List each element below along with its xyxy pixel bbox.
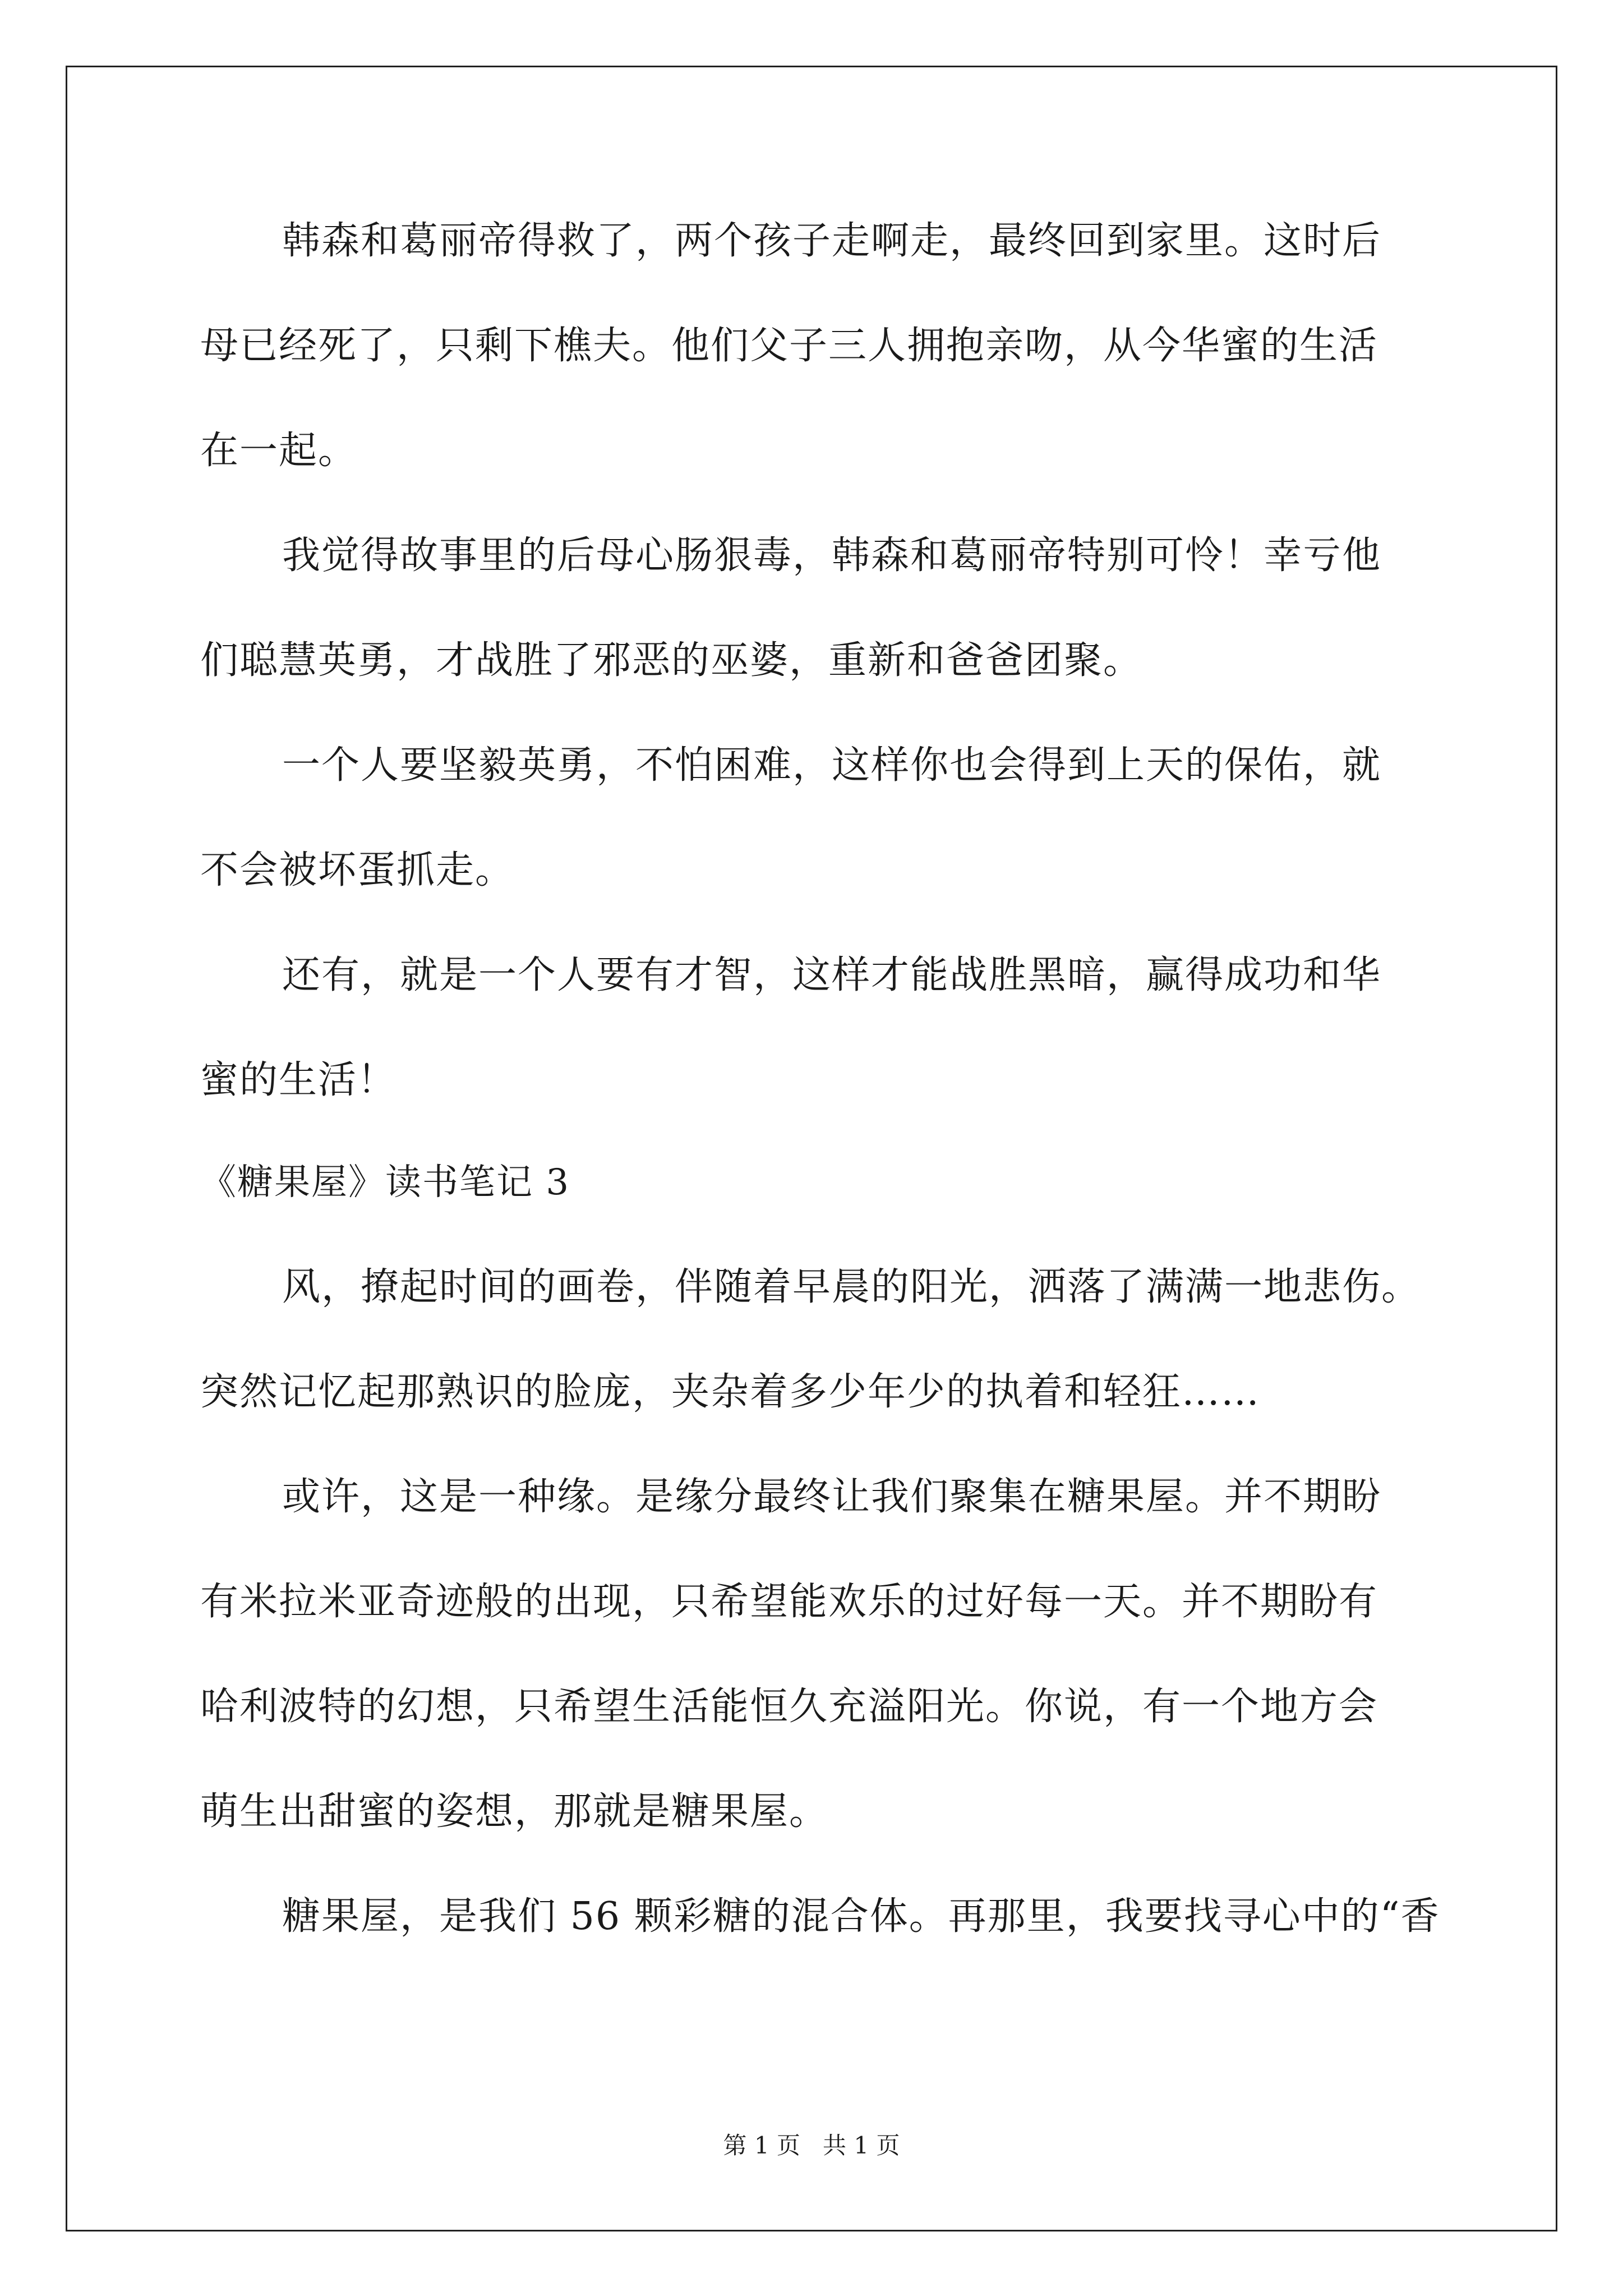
paragraph-line: 哈利波特的幻想，只希望生活能恒久充溢阳光。你说，有一个地方会: [200, 1685, 1378, 1729]
paragraph-line: 母已经死了，只剩下樵夫。他们父子三人拥抱亲吻，从今华蜜的生活: [200, 324, 1378, 368]
paragraph-line: 在一起。: [200, 429, 358, 473]
paragraph-line: 有米拉米亚奇迹般的出现，只希望能欢乐的过好每一天。并不期盼有: [200, 1580, 1378, 1624]
paragraph-line: 不会被坏蛋抓走。: [200, 848, 515, 892]
paragraph-line: 突然记忆起那熟识的脸庞，夹杂着多少年少的执着和轻狂……: [200, 1370, 1261, 1414]
page-total: 共 1 页: [823, 2132, 900, 2159]
paragraph-line: 韩森和葛丽帝得救了，两个孩子走啊走，最终回到家里。这时后: [282, 219, 1382, 263]
page-number: 第 1 页: [723, 2132, 800, 2159]
paragraph-line: 一个人要坚毅英勇，不怕困难，这样你也会得到上天的保佑，就: [282, 743, 1382, 788]
paragraph-line: 还有，就是一个人要有才智，这样才能战胜黑暗，赢得成功和华: [282, 953, 1382, 997]
page-footer: [0, 2132, 1623, 2160]
section-heading: 《糖果屋》读书笔记 3: [200, 1162, 570, 1203]
paragraph-line: 风，撩起时间的画卷，伴随着早晨的阳光，洒落了满满一地悲伤。: [282, 1265, 1421, 1309]
paragraph-line: 萌生出甜蜜的姿想，那就是糖果屋。: [200, 1789, 829, 1834]
paragraph-line: 们聪慧英勇，才战胜了邪恶的巫婆，重新和爸爸团聚。: [200, 638, 1143, 683]
paragraph-line: 或许，这是一种缘。是缘分最终让我们聚集在糖果屋。并不期盼: [282, 1475, 1382, 1519]
paragraph-line: 我觉得故事里的后母心肠狠毒，韩森和葛丽帝特别可怜！幸亏他: [282, 533, 1382, 578]
paragraph-line: 蜜的生活！: [200, 1058, 397, 1102]
paragraph-line: 糖果屋，是我们 56 颗彩糖的混合体。再那里，我要找寻心中的“香: [282, 1894, 1440, 1939]
